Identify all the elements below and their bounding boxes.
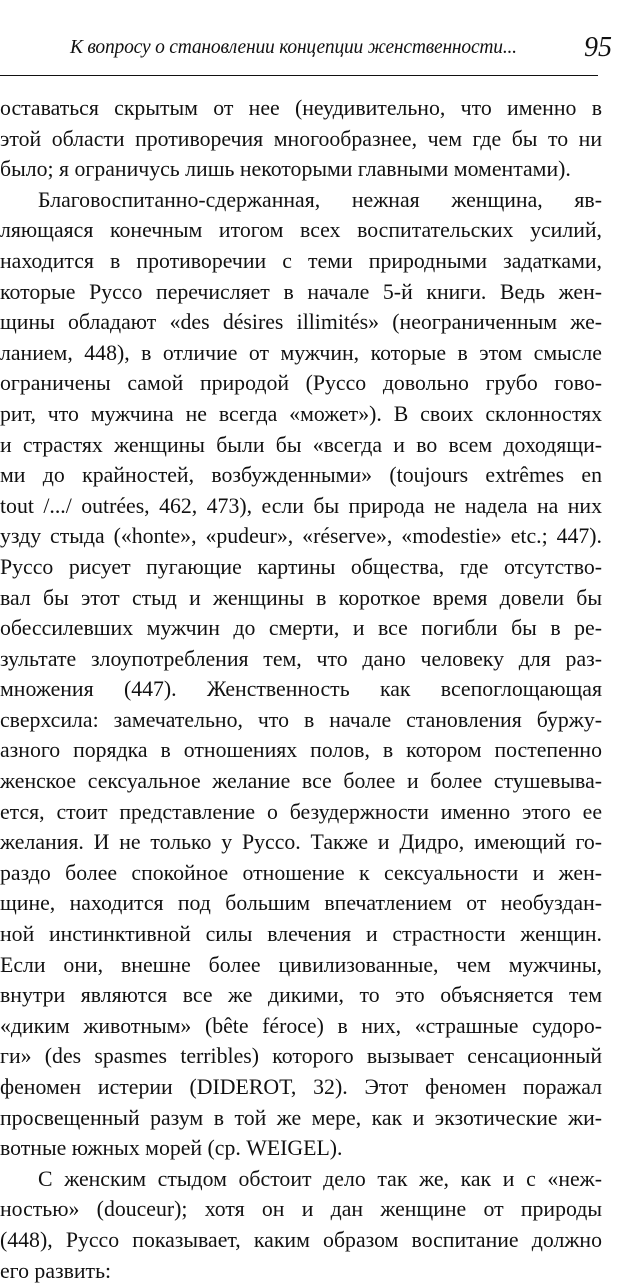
text-line: просвещенный разум в той же мере, как и экзотические жи-	[0, 1105, 602, 1130]
text-line: вал бы этот стыд и женщины в короткое время довели бы	[0, 585, 602, 610]
text-line: сверхсила: замечательно, что в начале становления буржу-	[0, 707, 602, 732]
running-header	[0, 30, 620, 78]
text-line: С женским стыдом обстоит дело так же, как и с «неж-	[38, 1166, 602, 1191]
text-line: которые Руссо перечисляет в начале 5-й книги. Ведь жен-	[0, 279, 602, 304]
body-text	[0, 93, 602, 1286]
text-line: находится в противоречии с теми природными задатками,	[0, 248, 602, 273]
text-line: ми до крайностей, возбужденными» (toujours extrêmes en	[0, 463, 602, 488]
page-number: 95	[584, 32, 612, 63]
header-rule	[0, 75, 598, 76]
text-line: его развить:	[0, 1258, 112, 1283]
text-line: рит, что мужчина не всегда «может»). В своих склонностях	[0, 401, 602, 426]
text-line: ляющаяся конечным итогом всех воспитательских усилий,	[0, 218, 602, 243]
text-line: женское сексуальное желание все более и более стушевыва-	[0, 769, 602, 794]
text-line: ной инстинктивной силы влечения и страстности женщин.	[0, 922, 602, 947]
text-line: щине, находится под большим впечатлением от необуздан-	[0, 891, 602, 916]
text-line: этой области противоречия многообразнее, чем где бы то ни	[0, 126, 602, 151]
text-line: узду стыда («honte», «pudeur», «réserve», «modestie» etc.; 447).	[0, 524, 602, 549]
text-line: tout /.../ outrées, 462, 473), если бы природа не надела на них	[0, 493, 602, 518]
text-line: множения (447). Женственность как всепоглощающая	[0, 677, 602, 702]
text-line: оставаться скрытым от нее (неудивительно, что именно в	[0, 96, 602, 120]
text-line: ланием, 448), в отличие от мужчин, которые в этом смысле	[0, 340, 602, 365]
text-line: азного порядка в отношениях полов, в котором постепенно	[0, 738, 602, 763]
text-line: зультате злоупотребления тем, что дано человеку для раз-	[0, 646, 602, 671]
text-line: феномен истерии (DIDEROT, 32). Этот феномен поражал	[0, 1075, 602, 1099]
text-line: раздо более спокойное отношение к сексуальности и жен-	[0, 860, 602, 885]
text-line: ги» (des spasmes terribles) которого вызывает сенсационный	[0, 1044, 602, 1069]
text-line: (448), Руссо показывает, каким образом воспитание должно	[0, 1227, 602, 1252]
text-line: Благовоспитанно-сдержанная, нежная женщина, яв-	[38, 187, 602, 212]
text-line: «диким животным» (bête féroce) в них, «страшные судоро-	[0, 1013, 602, 1038]
running-title: К вопросу о становлении концепции женственности...	[70, 37, 517, 58]
text-line: ностью» (douceur); хотя он и дан женщине от природы	[0, 1197, 602, 1222]
text-line: внутри являются все же дикими, то это объясняется тем	[0, 983, 602, 1008]
text-line: Если они, внешне более цивилизованные, чем мужчины,	[0, 952, 602, 977]
text-line: обессилевших мужчин до смерти, и все погибли бы в ре-	[0, 616, 602, 641]
text-line: ется, стоит представление о безудержности именно этого ее	[0, 799, 602, 824]
text-line: желания. И не только у Руссо. Также и Дидро, имеющий го-	[0, 830, 602, 855]
text-line: и страстях женщины были бы «всегда и во всем доходящи-	[0, 432, 602, 457]
text-line: Руссо рисует пугающие картины общества, где отсутство-	[0, 554, 602, 579]
text-line: было; я ограничусь лишь некоторыми главными моментами).	[0, 157, 571, 182]
text-line: щины обладают «des désires illimités» (неограниченным же-	[0, 310, 602, 335]
text-line: ограничены самой природой (Руссо довольно грубо гово-	[0, 371, 602, 396]
text-line: вотные южных морей (ср. WEIGEL).	[0, 1136, 343, 1161]
